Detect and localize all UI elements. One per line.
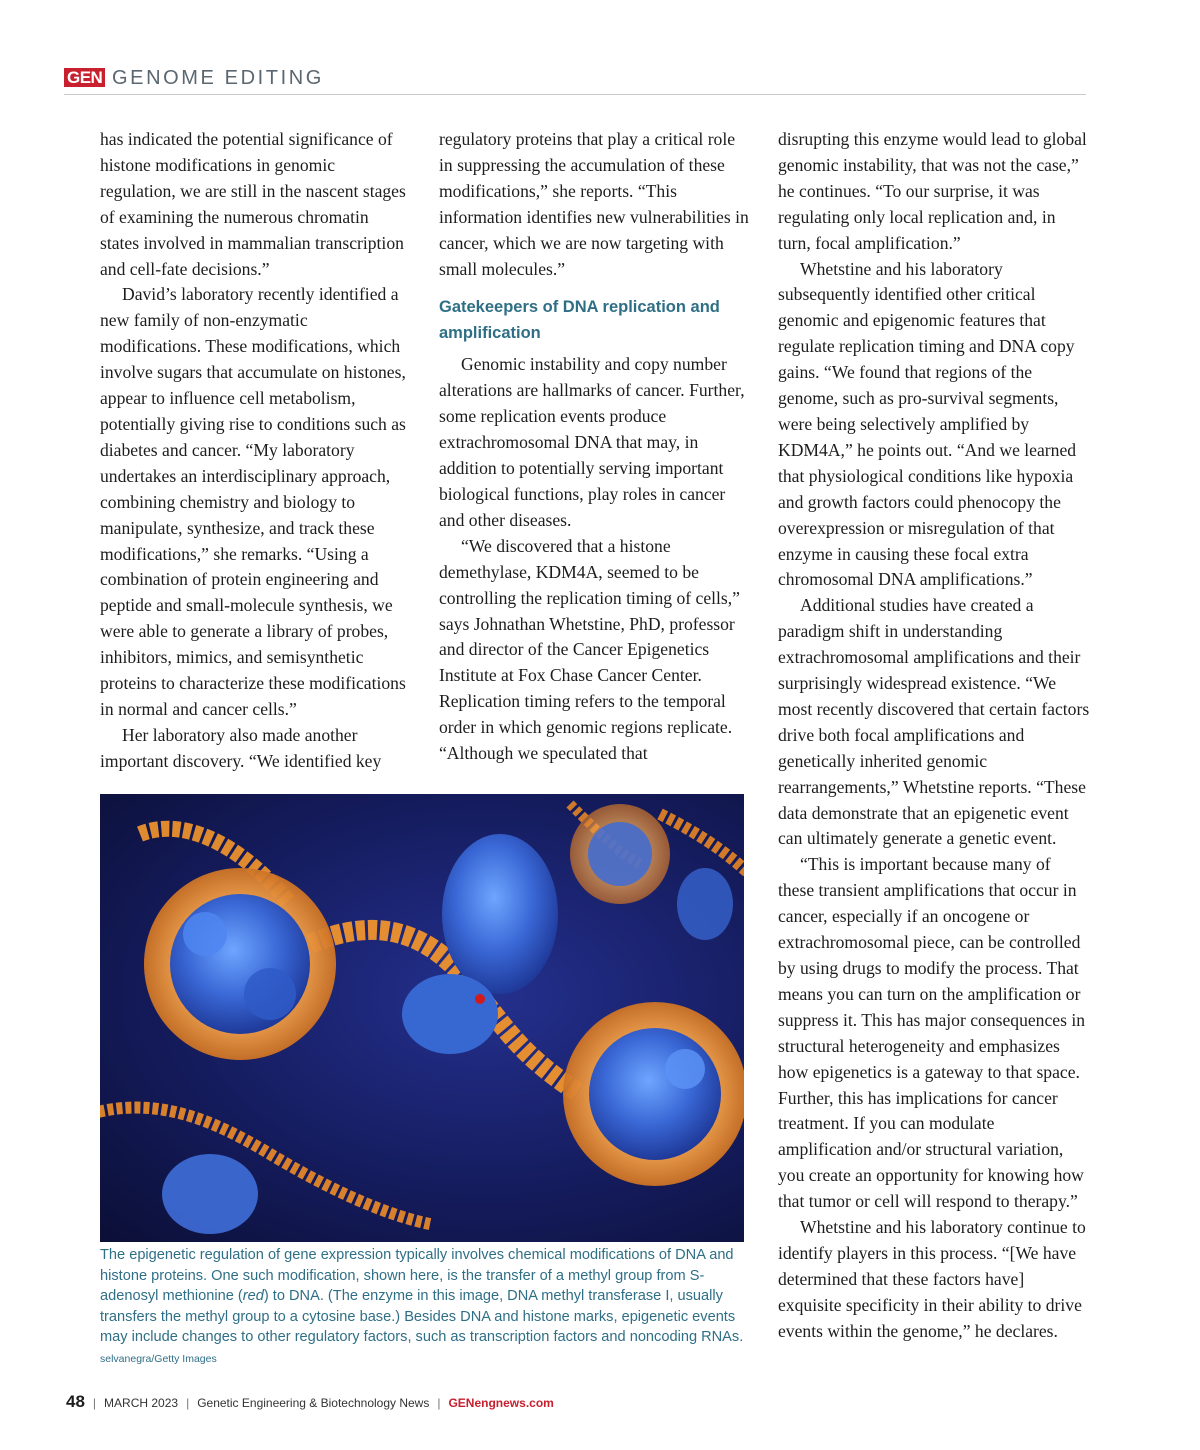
- caption-text: The epigenetic regulation of gene expression typically involves chemical modifications of DNA and histone proteins. One such modification, shown here, is the transfer of a methyl group from S-adenosyl methionine (: [100, 1247, 734, 1305]
- paragraph: Her laboratory also made another important discovery. “We identified key: [100, 724, 382, 771]
- figure-caption: [100, 1245, 750, 1370]
- paragraph: Whetstine and his laboratory continue to identify players in this process. “[We have determined that these factors have] exquisite specificity in their ability to drive events within the genome,” he declares.: [778, 1217, 1086, 1341]
- website-link[interactable]: GENengnews.com: [448, 1396, 554, 1410]
- paragraph: Additional studies have created a paradigm shift in understanding extrachromosomal amplifications and their surprisingly widespread existence. “We most recently discovered that certain factors drive both focal amplifications and genetically inherited genomic rearrangements,” Whetstine reports. “These data demonstrate that an epigenetic event can ultimately generate a genetic event.: [778, 595, 1090, 849]
- methyl-group-marker: [475, 994, 485, 1004]
- footer-divider: |: [92, 1396, 97, 1410]
- page-footer: [66, 1392, 554, 1412]
- photo-credit: selvanegra/Getty Images: [100, 1352, 217, 1365]
- paragraph: “We discovered that a histone demethylase, KDM4A, seemed to be controlling the replication timing of cells,” says Johnathan Whetstine, PhD, professor and director of the Cancer Epigenetics Institute at Fox Chase Cancer Center. Replication timing refers to the temporal order in which genomic regions replicate. “Although we speculated that: [439, 535, 740, 764]
- section-subheading: Gatekeepers of DNA replication and amplification: [439, 298, 720, 343]
- paragraph: Genomic instability and copy number alterations are hallmarks of cancer. Further, some replication events produce extrachromosomal DNA that may, in addition to potentially serving important biological functions, play roles in cancer and other diseases.: [439, 354, 745, 530]
- publication-name: Genetic Engineering & Biotechnology News: [197, 1396, 430, 1410]
- page-number: 48: [66, 1392, 85, 1411]
- dna-histone-illustration: [100, 794, 744, 1242]
- paragraph: has indicated the potential significance of histone modifications in genomic regulation, we are still in the nascent stages of examining the numerous chromatin states involved in mammalian transcription and cell-fate decisions.”: [100, 129, 406, 279]
- dna-illustration-art: [100, 794, 744, 1242]
- issue-date: MARCH 2023: [104, 1396, 179, 1410]
- footer-divider: |: [186, 1396, 190, 1410]
- footer-divider: |: [437, 1396, 441, 1410]
- caption-text: ) to DNA. (The enzyme in this image, DNA methyl transferase I, usually transfers the methyl group to a cytosine base.) Besides DNA and histone marks, epigenetic events may include changes to other regulatory factors, such as transcription factors and noncoding RNAs.: [100, 1288, 744, 1346]
- article-column-2: [439, 127, 749, 767]
- paragraph: David’s laboratory recently identified a new family of non-enzymatic modifications. These modifications, which involve sugars that accumulate on histones, appear to influence cell metabolism, potentially giving rise to conditions such as diabetes and cancer. “My laboratory undertakes an interdisciplinary approach, combining chemistry and biology to manipulate, synthesize, and track these modifications,” she remarks. “Using a combination of protein engineering and peptide and small-molecule synthesis, we were able to generate a library of probes, inhibitors, mimics, and semisynthetic proteins to characterize these modifications in normal and cancer cells.”: [100, 284, 406, 719]
- paragraph: Whetstine and his laboratory subsequently identified other critical genomic and epigenomic features that regulate replication timing and DNA copy gains. “We found that regions of the genome, such as pro-survival segments, were being selectively amplified by KDM4A,” he points out. “And we learned that physiological conditions like hypoxia and growth factors could phenocopy the overexpression or misregulation of that enzyme in causing these focal extra chromosomal DNA amplifications.”: [778, 258, 1077, 590]
- paragraph: “This is important because many of these transient amplifications that occur in cancer, especially if an oncogene or extrachromosomal piece, can be controlled by using drugs to modify the process. That means you can turn on the amplification or suppress it. This has major consequences in structural heterogeneity and emphasizes how epigenetics is a gateway to that space. Further, this has implications for cancer treatment. If you can modulate amplification and/or structural variation, you create an opportunity for knowing how that tumor or cell will respond to therapy.”: [778, 854, 1086, 1212]
- article-column-1: [100, 127, 410, 775]
- article-column-3: [778, 127, 1090, 1345]
- paragraph: regulatory proteins that play a critical role in suppressing the accumulation of these modifications,” she reports. “This information identifies new vulnerabilities in cancer, which we are now targeting with small molecules.”: [439, 129, 749, 279]
- paragraph: disrupting this enzyme would lead to global genomic instability, that was not the case,” he continues. “To our surprise, it was regulating only local replication and, in turn, focal amplification.”: [778, 129, 1087, 253]
- page-header: [64, 66, 1086, 95]
- caption-emphasis: red: [242, 1288, 264, 1305]
- section-title: GENOME EDITING: [112, 67, 324, 89]
- gen-logo: GEN: [64, 68, 105, 87]
